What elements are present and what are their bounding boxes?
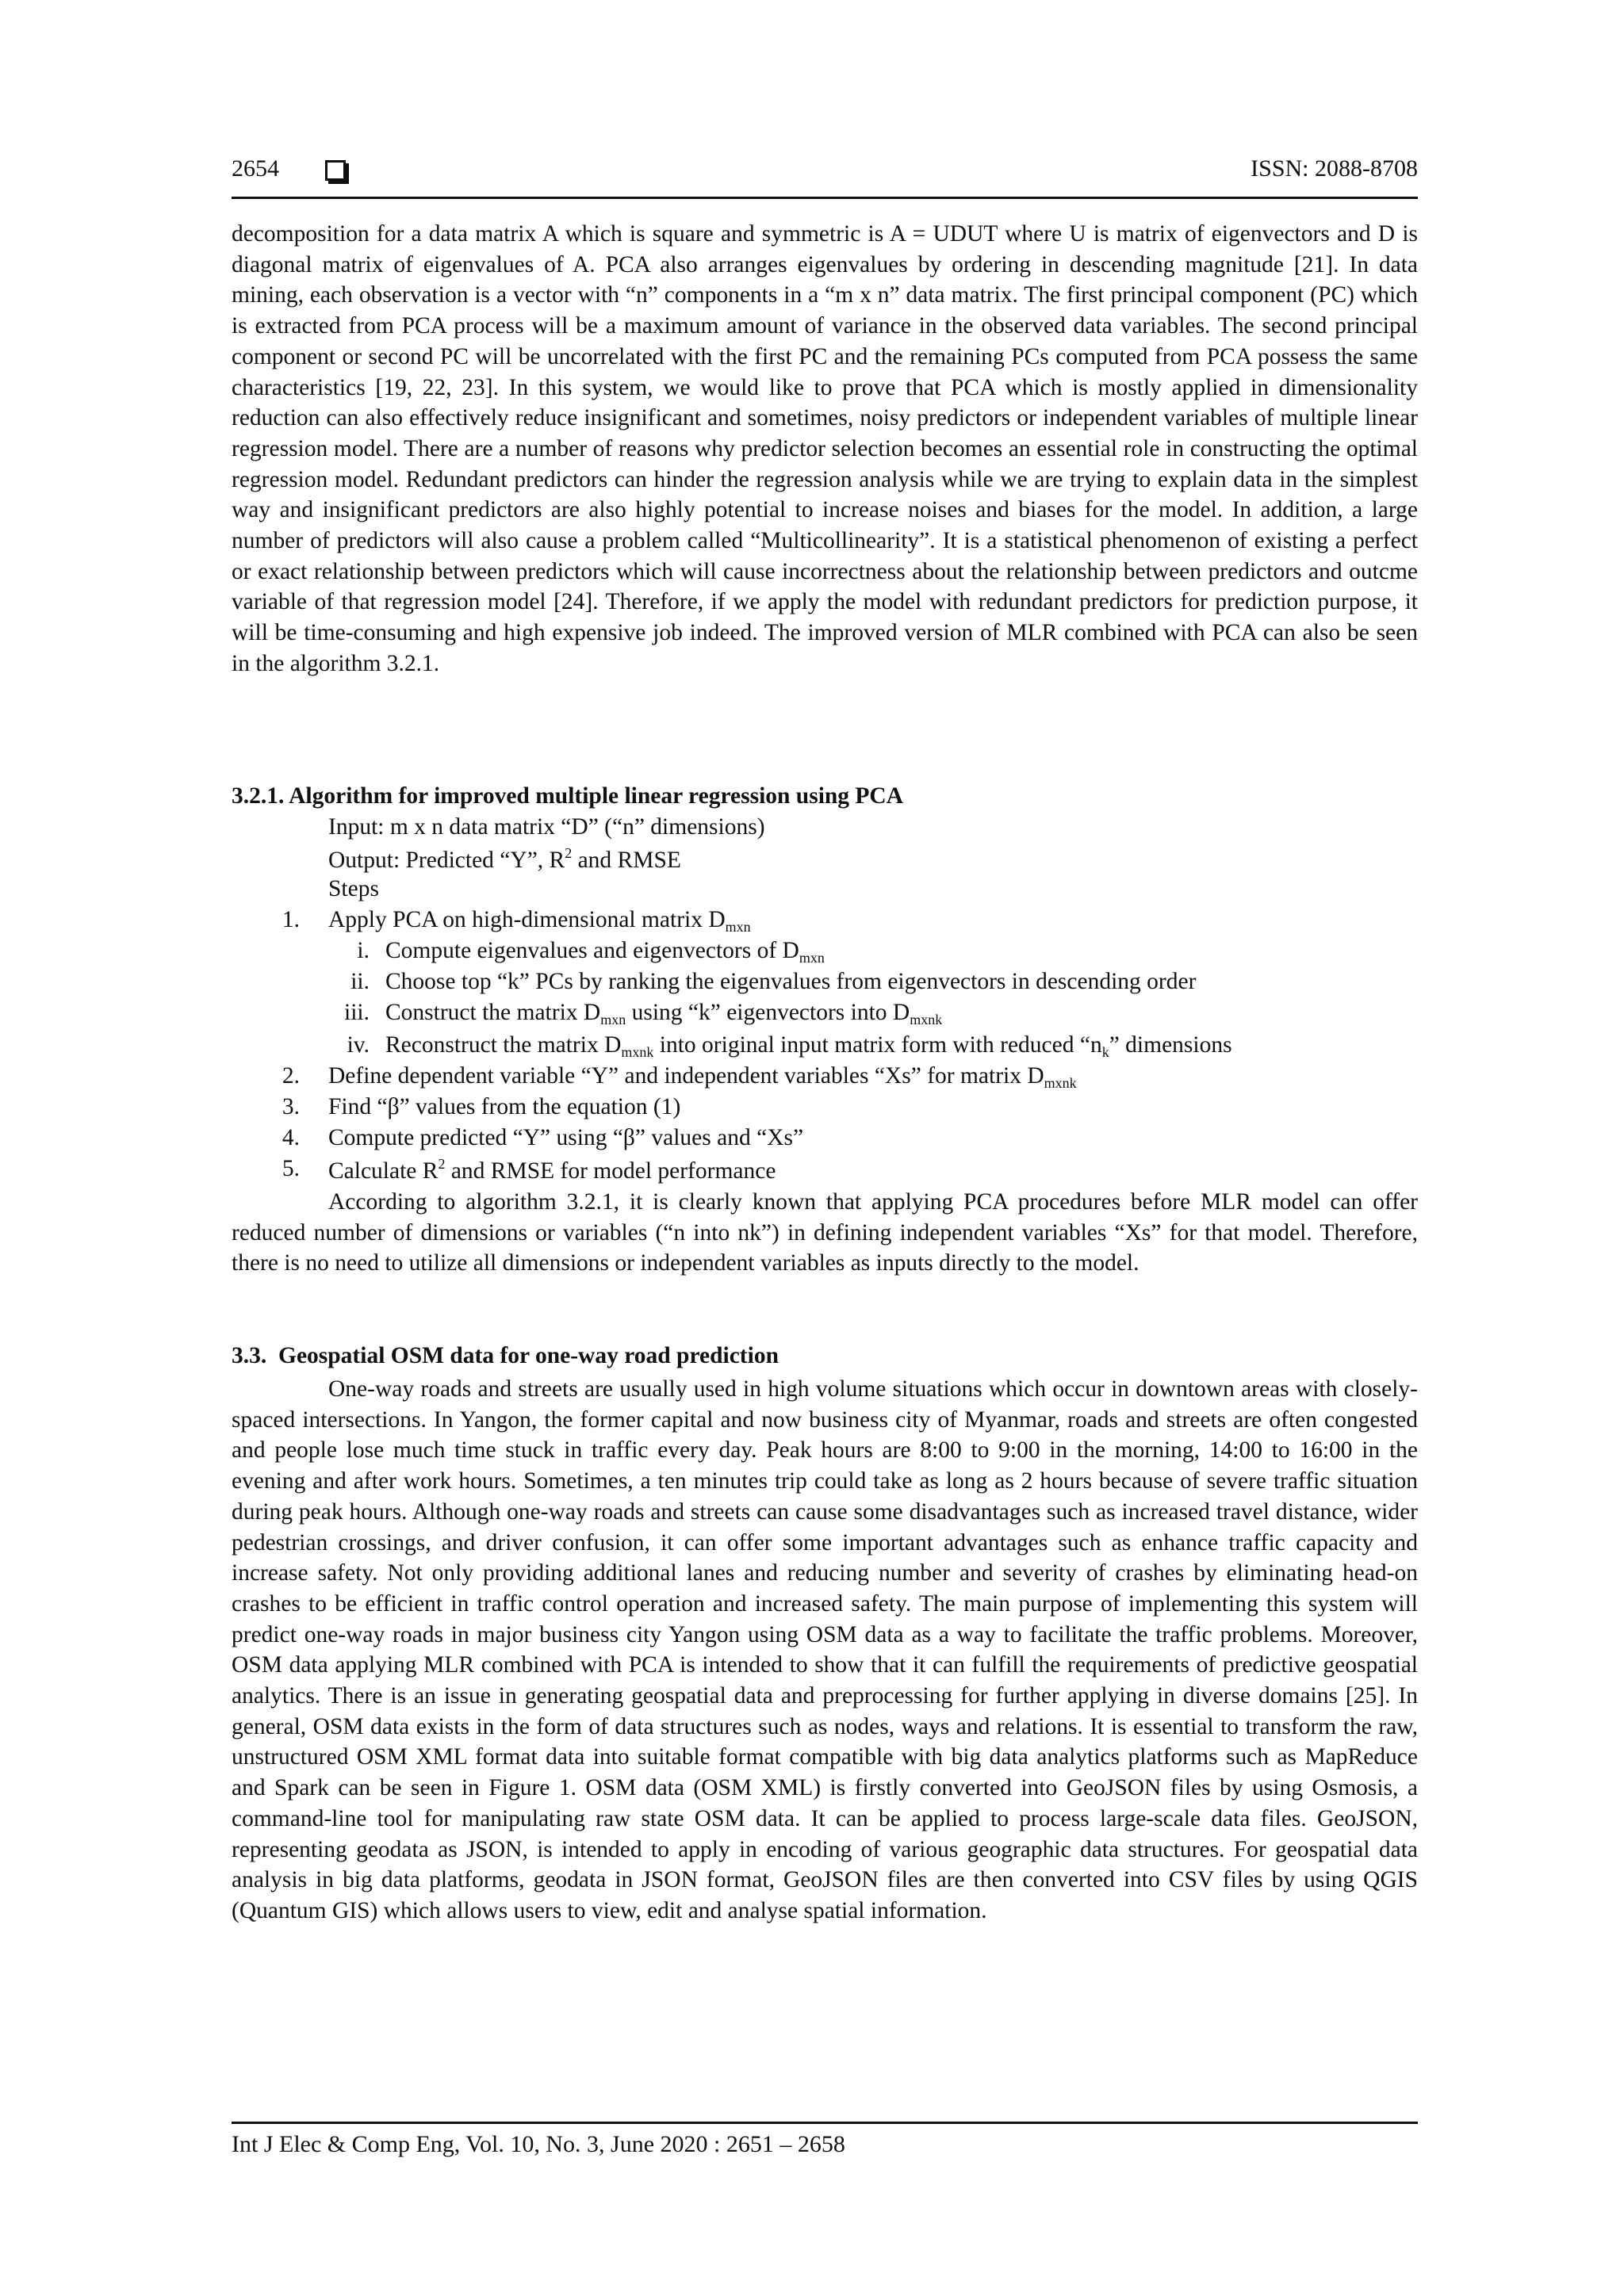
substep-i: Compute eigenvalues and eigenvectors of $D_{mxn}$ [385, 938, 825, 966]
section-heading-3-2-1: 3.2.1. Algorithm for improved multiple linear regression using PCA [232, 783, 904, 809]
journal-footer: Int J Elec & Comp Eng, Vol. 10, No. 3, June 2020 : 2651 – 2658 [232, 2131, 845, 2157]
algorithm-input: Input: m x n data matrix “D” (“n” dimensions) [328, 814, 765, 840]
step-number: 1. [282, 907, 300, 932]
substep-iv: Reconstruct the matrix $D_{mxnk}$ into original input matrix form with reduced “$n_k$” dimensions [385, 1032, 1232, 1060]
paragraph-pca-intro: decomposition for a data matrix A which is square and symmetric is A = UDUT where U is matrix of eigenvectors and D is diagonal matrix of eigenvalues of A. PCA also arranges eigenvalues by ordering in descending magnitude [21]. In data mining, each observation is a vector with “n” components in a “m x n” data matrix. The first principal component (PC) which is extracted from PCA process will be a maximum amount of variance in the observed data variables. The second principal component or second PC will be uncorrelated with the first PC and the remaining PCs computed from PCA possess the same characteristics [19, 22, 23]. In this system, we would like to prove that PCA which is mostly applied in dimensionality reduction can also effectively reduce insignificant and sometimes, noisy predictors or independent variables of multiple linear regression model. There are a number of reasons why predictor selection becomes an essential role in constructing the optimal regression model. Redundant predictors can hinder the regression analysis while we are trying to explain data in the simplest way and insignificant predictors are also highly potential to increase noises and biases for the model. In addition, a large number of predictors will also cause a problem called “Multicollinearity”. It is a statistical phenomenon of existing a perfect or exact relationship between predictors which will cause incorrectness about the relationship between predictors and outcme variable of that regression model [24]. Therefore, if we apply the model with redundant predictors for prediction purpose, it will be time-consuming and high expensive job indeed. The improved version of MLR combined with PCA can also be seen in the algorithm 3.2.1. [232, 221, 1418, 676]
step-2: Define dependent variable “Y” and independent variables “Xs” for matrix $D_{mxnk}$ [328, 1063, 1077, 1091]
step-number: 3. [282, 1094, 300, 1119]
issn-label: ISSN: 2088-8708 [1251, 155, 1418, 182]
checkbox-square-icon [325, 160, 346, 181]
step-number: 5. [282, 1156, 300, 1181]
step-1: Apply PCA on high-dimensional matrix $D_{mxn}$ [328, 907, 751, 935]
page-number: 2654 [232, 155, 279, 182]
algorithm-output: Output: Predicted “Y”, $R^2$ and RMSE [328, 845, 681, 873]
step-3: Find “β” values from the equation (1) [328, 1094, 681, 1119]
step-number: 2. [282, 1063, 300, 1089]
substep-number: ii. [350, 969, 370, 994]
substep-number: iii. [344, 1000, 370, 1025]
substep-number: iv. [347, 1032, 370, 1058]
step-4: Compute predicted “Y” using “β” values and “Xs” [328, 1125, 804, 1150]
footer-rule [232, 2122, 1418, 2124]
step-5: Calculate $R^2$ and RMSE for model performance [328, 1156, 776, 1184]
header-rule [232, 197, 1418, 199]
step-number: 4. [282, 1125, 300, 1150]
algorithm-steps-label: Steps [328, 876, 379, 901]
substep-number: i. [357, 938, 370, 963]
substep-iii: Construct the matrix $D_{mxn}$ using “k” eigenvectors into $D_{mxnk}$ [385, 1000, 943, 1027]
page-header [232, 155, 1418, 190]
section-heading-3-3: 3.3. Geospatial OSM data for one-way road prediction [232, 1343, 779, 1368]
substep-ii: Choose top “k” PCs by ranking the eigenvalues from eigenvectors in descending order [385, 969, 1197, 994]
paragraph-osm-data: One-way roads and streets are usually used in high volume situations which occur in downtown areas with closely-spaced intersections. In Yangon, the former capital and now business city of Myanmar, roads and streets are often congested and people lose much time stuck in traffic every day. Peak hours are 8:00 to 9:00 in the morning, 14:00 to 16:00 in the evening and after work hours. Sometimes, a ten minutes trip could take as long as 2 hours because of severe traffic situation during peak hours. Although one-way roads and streets can cause some disadvantages such as increased travel distance, wider pedestrian crossings, and driver confusion, it can offer some important advantages such as enhance traffic capacity and increase safety. Not only providing additional lanes and reducing number and severity of crashes by eliminating head-on crashes to be efficient in traffic control operation and increased safety. The main purpose of implementing this system will predict one-way roads in major business city Yangon using OSM data as a way to facilitate the traffic problems. Moreover, OSM data applying MLR combined with PCA is intended to show that it can fulfill the requirements of predictive geospatial analytics. There is an issue in generating geospatial data and preprocessing for further applying in diverse domains [25]. In general, OSM data exists in the form of data structures such as nodes, ways and relations. It is essential to transform the raw, unstructured OSM XML format data into suitable format compatible with big data analytics platforms such as MapReduce and Spark can be seen in Figure 1. OSM data (OSM XML) is firstly converted into GeoJSON files by using Osmosis, a command-line tool for manipulating raw state OSM data. It can be applied to process large-scale data files. GeoJSON, representing geodata as JSON, is intended to apply in encoding of various geographic data structures. For geospatial data analysis in big data platforms, geodata in JSON format, GeoJSON files are then converted into CSV files by using QGIS (Quantum GIS) which allows users to view, edit and analyse spatial information. [232, 1376, 1418, 1923]
paragraph-algorithm-summary: According to algorithm 3.2.1, it is clearly known that applying PCA procedures before MLR model can offer reduced number of dimensions or variables (“n into nk”) in defining independent variables “Xs” for that model. Therefore, there is no need to utilize all dimensions or independent variables as inputs directly to the model. [232, 1189, 1418, 1276]
